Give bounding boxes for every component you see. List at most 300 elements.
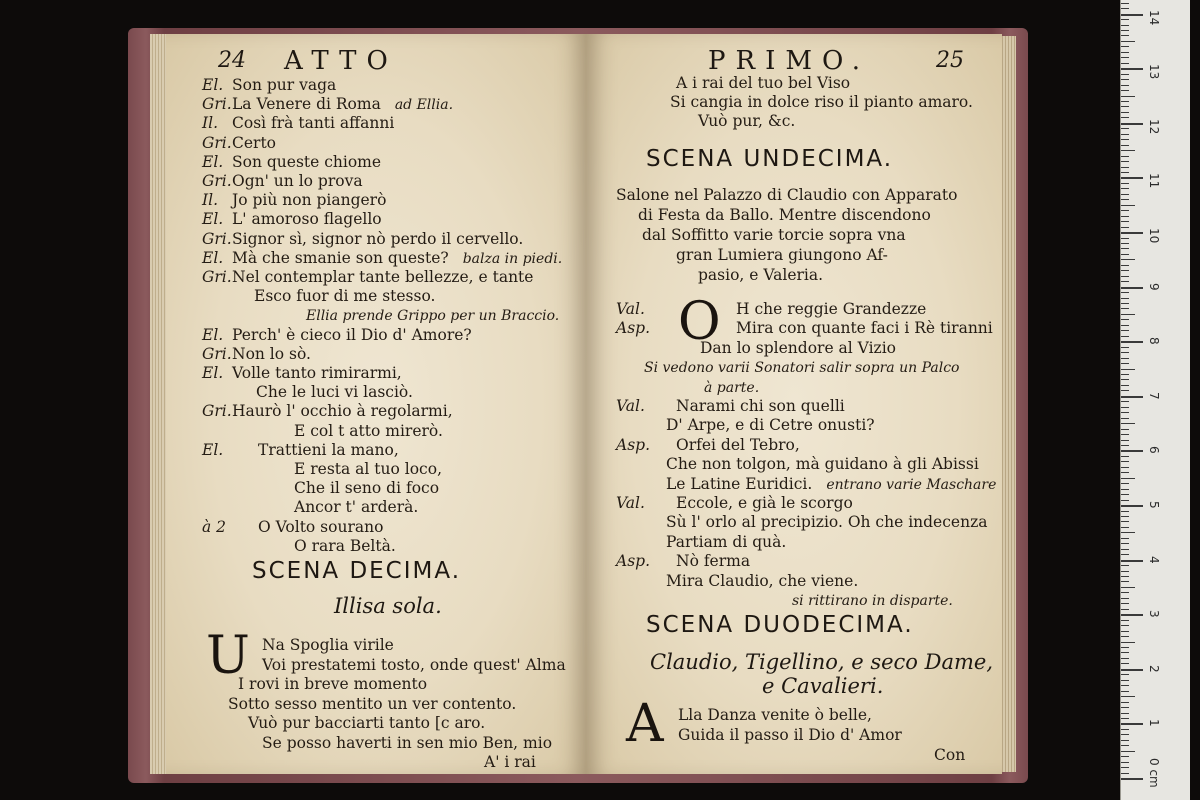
dialogue-line	[616, 378, 759, 397]
closing-line: Lla Danza venite ò belle,	[678, 706, 872, 724]
ruler-tick	[1121, 734, 1129, 735]
speaker-label: à 2	[202, 517, 227, 536]
speaker-label: Gri.	[202, 95, 232, 114]
line-text: Ogn' un lo prova	[232, 172, 363, 190]
ruler-tick	[1121, 751, 1135, 752]
ruler-tick	[1121, 396, 1143, 398]
running-head-left: ATTO	[284, 46, 398, 76]
stage-direction: à parte.	[704, 379, 760, 396]
ruler-tick	[1121, 183, 1129, 184]
ruler-tick	[1121, 401, 1129, 402]
monologue-line: Na Spoglia virile	[262, 636, 394, 654]
dialogue-line	[202, 114, 394, 132]
ruler-tick	[1121, 620, 1129, 621]
ruler-tick	[1121, 199, 1129, 200]
dialogue-line	[616, 494, 853, 512]
closing-line: Guida il passo il Dio d' Amor	[678, 725, 902, 744]
speaker-label: El.	[202, 210, 224, 229]
ruler-tick	[1121, 374, 1129, 375]
line-text: Così frà tanti affanni	[232, 114, 395, 133]
stage-direction: Si vedono varii Sonatori salir sopra un Palco	[644, 360, 960, 377]
ruler-tick	[1121, 221, 1129, 222]
line-text: Jo più non piangerò	[232, 191, 387, 210]
ruler-tick	[1121, 281, 1129, 282]
line-text: Partiam di quà.	[666, 532, 787, 551]
ruler-tick	[1121, 429, 1129, 430]
line-text: Signor sì, signor nò perdo il cervello.	[232, 229, 524, 248]
line-text: Mira con quante faci i Rè tiranni	[736, 319, 993, 338]
dialogue-line	[202, 95, 453, 114]
ruler-tick	[1121, 19, 1129, 20]
ruler-tick	[1121, 167, 1129, 168]
setting-line: di Festa da Ballo. Mentre discendono	[638, 206, 931, 224]
speaker-label: Val.	[616, 494, 645, 512]
ruler-tick	[1121, 494, 1129, 495]
ruler-tick	[1121, 330, 1129, 331]
dialogue-line	[616, 436, 800, 454]
ruler-tick	[1121, 554, 1129, 555]
line-text: D' Arpe, e di Cetre onusti?	[666, 416, 875, 435]
setting-line: Salone nel Palazzo di Claudio con Apparato	[616, 186, 958, 204]
ruler-label: 6	[1147, 446, 1161, 455]
ruler-tick	[1121, 243, 1129, 244]
setting-line: gran Lumiera giungono Af-	[676, 246, 888, 264]
ruler-label: 4	[1147, 555, 1161, 564]
dialogue-line	[202, 210, 382, 228]
line-text: Haurò l' occhio à regolarmi,	[232, 402, 453, 421]
ruler-tick	[1121, 663, 1129, 664]
ruler-tick	[1121, 418, 1129, 419]
ruler-tick	[1121, 68, 1143, 70]
line-text: La Venere di Roma	[232, 95, 381, 114]
speaker-label: El.	[202, 325, 224, 344]
ruler-tick	[1121, 456, 1129, 457]
ruler-tick	[1121, 336, 1129, 337]
ruler-tick	[1121, 603, 1129, 604]
line-text: Che le luci vi lasciò.	[256, 383, 413, 402]
dialogue-line	[616, 591, 953, 610]
dialogue-line	[202, 76, 336, 94]
ruler-tick	[1121, 516, 1129, 517]
ruler-label: 3	[1147, 610, 1161, 618]
ruler-label: 5	[1147, 501, 1161, 509]
right-page	[586, 34, 1002, 774]
speaker-label: Asp.	[616, 435, 650, 454]
catchword: Con	[934, 746, 966, 764]
ruler-label: 13	[1147, 64, 1161, 80]
speaker-label: Gri.	[202, 268, 232, 286]
ruler-tick	[1121, 532, 1135, 533]
ruler-tick	[1121, 369, 1135, 370]
ruler-tick	[1121, 41, 1135, 42]
ruler-tick	[1121, 598, 1129, 599]
dropcap-left: U	[206, 626, 250, 686]
line-text: Esco fuor di me stesso.	[254, 287, 436, 306]
dialogue-line	[616, 475, 996, 494]
ruler-tick	[1121, 511, 1129, 512]
ruler-tick	[1121, 319, 1129, 320]
ruler-tick	[1121, 347, 1129, 348]
ruler-tick	[1121, 150, 1135, 151]
speaker-label: El.	[202, 248, 224, 267]
ruler-tick	[1121, 30, 1129, 31]
ruler-tick	[1121, 74, 1129, 75]
ruler-tick	[1121, 614, 1143, 616]
setting-line: pasio, e Valeria.	[698, 266, 824, 284]
ruler-tick	[1121, 576, 1129, 577]
page-number-right: 25	[936, 48, 964, 73]
ruler-tick	[1121, 216, 1129, 217]
ruler-tick	[1121, 46, 1129, 47]
dialogue-line	[616, 358, 959, 377]
monologue-line: I rovi in breve momento	[238, 675, 428, 693]
ruler-tick	[1121, 177, 1143, 179]
stage-direction: si rittirano in disparte.	[792, 593, 953, 609]
line-text: Son queste chiome	[232, 152, 382, 171]
ruler-tick	[1121, 145, 1129, 146]
ruler-tick	[1121, 445, 1129, 446]
line-text: H che reggie Grandezze	[736, 300, 927, 318]
ruler-tick	[1121, 718, 1129, 719]
subheading-line: e Cavalieri.	[762, 674, 884, 698]
ruler-tick	[1121, 358, 1129, 359]
monologue-line: Voi prestatemi tosto, onde quest' Alma	[262, 655, 566, 674]
ruler-tick	[1121, 341, 1143, 343]
speaker-label: Gri.	[202, 344, 232, 363]
ruler-tick	[1121, 139, 1129, 140]
subheading-line: Claudio, Tigellino, e seco Dame,	[650, 650, 994, 674]
ruler-label: 2	[1147, 664, 1161, 673]
speaker-label: Il.	[202, 191, 219, 210]
ruler-tick	[1121, 172, 1129, 173]
dialogue-line	[202, 364, 402, 382]
ruler-tick	[1121, 112, 1129, 113]
ruler-label: 9	[1147, 282, 1161, 291]
ruler-tick	[1121, 238, 1129, 239]
speaker-label: Il.	[202, 114, 219, 133]
ruler-tick	[1121, 385, 1129, 386]
monologue-line: Vuò pur bacciarti tanto [c aro.	[248, 714, 486, 732]
line-text: Trattieni la mano,	[258, 440, 399, 459]
ruler-tick	[1121, 745, 1129, 746]
ruler-tick	[1121, 248, 1129, 249]
speaker-label: Gri.	[202, 133, 232, 152]
speaker-label: Val.	[616, 397, 645, 415]
ruler-tick	[1121, 292, 1129, 293]
opening-line: A i rai del tuo bel Viso	[676, 74, 851, 92]
stage-direction: entrano varie Maschare	[826, 476, 997, 493]
ruler-tick	[1121, 14, 1143, 16]
ruler-tick	[1121, 298, 1129, 299]
speaker-label: El.	[202, 364, 224, 382]
ruler-tick	[1121, 85, 1129, 86]
dialogue-line	[616, 455, 979, 473]
ruler-tick	[1121, 691, 1129, 692]
ruler-tick	[1121, 756, 1129, 757]
dialogue-line	[202, 422, 443, 440]
ruler-tick	[1121, 729, 1129, 730]
dropcap-right-2: A	[626, 694, 664, 754]
ruler-tick	[1121, 685, 1129, 686]
dialogue-line	[202, 306, 559, 325]
ruler-tick	[1121, 483, 1129, 484]
ruler-tick	[1121, 123, 1143, 125]
dialogue-line	[616, 552, 750, 570]
scene-subheading-decima: Illisa sola.	[334, 594, 442, 618]
ruler-tick	[1121, 423, 1135, 424]
ruler-tick	[1121, 96, 1135, 97]
opening-line: Si cangia in dolce riso il pianto amaro.	[670, 93, 973, 111]
dialogue-line	[202, 479, 439, 497]
dialogue-line	[202, 249, 562, 268]
scene-heading-duodecima: SCENA DUODECIMA.	[646, 612, 914, 638]
ruler-tick	[1121, 625, 1129, 626]
ruler-tick	[1121, 35, 1129, 36]
ruler-tick	[1121, 352, 1129, 353]
ruler-tick	[1121, 434, 1129, 435]
line-text: Che il seno di foco	[294, 479, 440, 498]
ruler-tick	[1121, 636, 1129, 637]
ruler-tick	[1121, 440, 1129, 441]
page-number-left: 24	[218, 48, 246, 73]
line-text: E col t atto mirerò.	[294, 421, 443, 440]
ruler-tick	[1121, 762, 1129, 763]
dialogue-line	[202, 326, 472, 344]
line-text: Son pur vaga	[232, 76, 337, 94]
speaker-label: Gri.	[202, 172, 232, 190]
ruler-tick	[1121, 581, 1129, 582]
ruler-tick	[1121, 128, 1129, 129]
ruler-tick	[1121, 363, 1129, 364]
ruler-tick	[1121, 609, 1129, 610]
dialogue-line	[616, 319, 993, 337]
ruler-tick	[1121, 276, 1129, 277]
ruler-tick	[1121, 773, 1129, 774]
ruler-tick	[1121, 702, 1129, 703]
ruler-tick	[1121, 3, 1129, 4]
ruler-tick	[1121, 549, 1129, 550]
speaker-label: Asp.	[616, 552, 650, 571]
ruler-tick	[1121, 161, 1129, 162]
line-text: Perch' è cieco il Dio d' Amore?	[232, 325, 472, 344]
dialogue-line	[202, 345, 311, 363]
dialogue-line	[616, 339, 896, 357]
ruler-label: 0 cm	[1147, 758, 1161, 788]
ruler-tick	[1121, 325, 1129, 326]
ruler-tick	[1121, 210, 1129, 211]
ruler-tick	[1121, 314, 1135, 315]
line-text: Nò ferma	[676, 552, 751, 571]
ruler-label: 7	[1147, 391, 1161, 400]
dialogue-line	[616, 533, 786, 551]
speaker-label: Gri.	[202, 402, 232, 421]
line-text: Ancor t' arderà.	[294, 498, 419, 517]
dialogue-line	[202, 498, 418, 516]
dialogue-line	[616, 397, 845, 415]
line-text: Orfei del Tebro,	[676, 435, 800, 454]
line-text: Che non tolgon, mà guidano à gli Abissi	[666, 455, 979, 474]
dialogue-line	[616, 572, 858, 590]
dropcap-right: O	[678, 292, 721, 352]
ruler-label: 11	[1147, 173, 1161, 189]
ruler-tick	[1121, 669, 1143, 671]
ruler-tick	[1121, 134, 1129, 135]
dialogue-line	[202, 383, 413, 401]
line-text: E resta al tuo loco,	[294, 460, 442, 478]
ruler-tick	[1121, 696, 1135, 697]
line-text: Certo	[232, 133, 277, 152]
ruler-tick	[1121, 227, 1129, 228]
dialogue-line	[202, 287, 435, 305]
ruler-tick	[1121, 642, 1135, 643]
ruler-tick	[1121, 265, 1129, 266]
ruler-tick	[1121, 90, 1129, 91]
ruler-tick	[1121, 472, 1129, 473]
ruler-tick	[1121, 543, 1129, 544]
ruler-tick	[1121, 254, 1129, 255]
dialogue-line	[202, 134, 276, 152]
dialogue-line	[202, 153, 381, 171]
ruler-tick	[1121, 156, 1129, 157]
ruler-tick	[1121, 57, 1129, 58]
monologue-line: Sotto sesso mentito un ver contento.	[228, 694, 517, 713]
running-head-right: PRIMO.	[708, 46, 871, 76]
speaker-label: El.	[202, 76, 224, 94]
ruler-tick	[1121, 270, 1129, 271]
ruler-tick	[1121, 461, 1129, 462]
ruler-tick	[1121, 647, 1129, 648]
line-text: O rara Beltà.	[294, 536, 396, 555]
ruler-tick	[1121, 52, 1129, 53]
ruler-tick	[1121, 101, 1129, 102]
ruler-tick	[1121, 587, 1135, 588]
ruler-tick	[1121, 194, 1129, 195]
ruler-tick	[1121, 412, 1129, 413]
dialogue-line	[202, 172, 363, 190]
ruler-tick	[1121, 521, 1129, 522]
stage-direction: ad Ellia.	[394, 97, 454, 114]
speaker-label: Val.	[616, 300, 645, 318]
scene-heading-decima: SCENA DECIMA.	[252, 558, 462, 584]
setting-line: dal Soffitto varie torcie sopra vna	[642, 226, 906, 244]
ruler-tick	[1121, 592, 1129, 593]
line-text: Mà che smanie son queste?	[232, 248, 449, 267]
line-text: L' amoroso flagello	[232, 210, 382, 229]
ruler-tick	[1121, 25, 1129, 26]
ruler-tick	[1121, 571, 1129, 572]
left-page	[166, 34, 586, 774]
ruler-tick	[1121, 740, 1129, 741]
dialogue-line	[202, 537, 396, 555]
ruler-tick	[1121, 527, 1129, 528]
ruler-tick	[1121, 106, 1129, 107]
ruler-tick	[1121, 680, 1129, 681]
speaker-label: Gri.	[202, 229, 232, 248]
ruler-tick	[1121, 117, 1129, 118]
monologue-line: Se posso haverti in sen mio Ben, mio	[262, 733, 553, 752]
ruler-tick	[1121, 379, 1129, 380]
line-text: Volle tanto rimirarmi,	[232, 364, 402, 382]
ruler-tick	[1121, 631, 1129, 632]
ruler-tick	[1121, 79, 1129, 80]
line-text: Nel contemplar tante bellezze, e tante	[232, 268, 534, 286]
page-edges-right	[1000, 36, 1016, 772]
speaker-label: El.	[202, 440, 224, 459]
ruler-tick	[1121, 467, 1129, 468]
line-text: O Volto sourano	[258, 517, 384, 536]
line-text: Le Latine Euridici.	[666, 474, 813, 493]
ruler-tick	[1121, 778, 1143, 780]
ruler-tick	[1121, 500, 1129, 501]
ruler-tick	[1121, 450, 1143, 452]
dialogue-line	[202, 230, 523, 248]
dialogue-line	[202, 518, 383, 536]
line-text: Dan lo splendore al Vizio	[700, 338, 897, 357]
ruler-label: 8	[1147, 337, 1161, 345]
dialogue-line	[616, 300, 926, 318]
ruler-tick	[1121, 63, 1129, 64]
ruler-tick	[1121, 478, 1135, 479]
ruler-tick	[1121, 767, 1129, 768]
ruler-tick	[1121, 205, 1135, 206]
monologue-line: A' i rai	[484, 753, 536, 771]
dialogue-line	[616, 513, 987, 531]
ruler-tick	[1121, 723, 1143, 725]
dialogue-line	[616, 416, 875, 434]
stage-direction: Ellia prende Grippo per un Braccio.	[306, 308, 560, 325]
speaker-label: Asp.	[616, 319, 650, 338]
scene-heading-undecima: SCENA UNDECIMA.	[646, 146, 894, 172]
speaker-label: El.	[202, 152, 224, 171]
ruler-tick	[1121, 560, 1143, 562]
line-text: Eccole, e già le scorgo	[676, 494, 853, 512]
ruler-tick	[1121, 287, 1143, 289]
dialogue-line	[202, 191, 386, 209]
ruler-tick	[1121, 303, 1129, 304]
ruler-tick	[1121, 565, 1129, 566]
dialogue-line	[202, 268, 533, 286]
line-text: Sù l' orlo al precipizio. Oh che indecenza	[666, 513, 988, 532]
ruler-tick	[1121, 407, 1129, 408]
ruler-tick	[1121, 232, 1143, 234]
ruler-tick	[1121, 538, 1129, 539]
dialogue-line	[202, 460, 442, 478]
ruler-tick	[1121, 308, 1129, 309]
ruler-label: 10	[1147, 228, 1161, 244]
ruler-tick	[1121, 652, 1129, 653]
ruler-tick	[1121, 188, 1129, 189]
opening-line: Vuò pur, &c.	[698, 112, 796, 130]
ruler-label: 14	[1147, 9, 1161, 25]
ruler-tick	[1121, 713, 1129, 714]
line-text: Non lo sò.	[232, 344, 311, 363]
ruler-tick	[1121, 8, 1129, 9]
dialogue-line	[202, 441, 399, 459]
line-text: Mira Claudio, che viene.	[666, 571, 859, 590]
ruler-tick	[1121, 674, 1129, 675]
ruler-tick	[1121, 489, 1129, 490]
ruler-label: 1	[1147, 719, 1161, 728]
dialogue-line	[202, 402, 453, 420]
ruler-tick	[1121, 505, 1143, 507]
ruler-tick	[1121, 259, 1135, 260]
ruler-tick	[1121, 390, 1129, 391]
stage-direction: balza in piedi.	[462, 250, 563, 267]
ruler-tick	[1121, 658, 1129, 659]
ruler-label: 12	[1147, 118, 1161, 135]
ruler-tick	[1121, 707, 1129, 708]
measurement-ruler	[1120, 0, 1190, 800]
